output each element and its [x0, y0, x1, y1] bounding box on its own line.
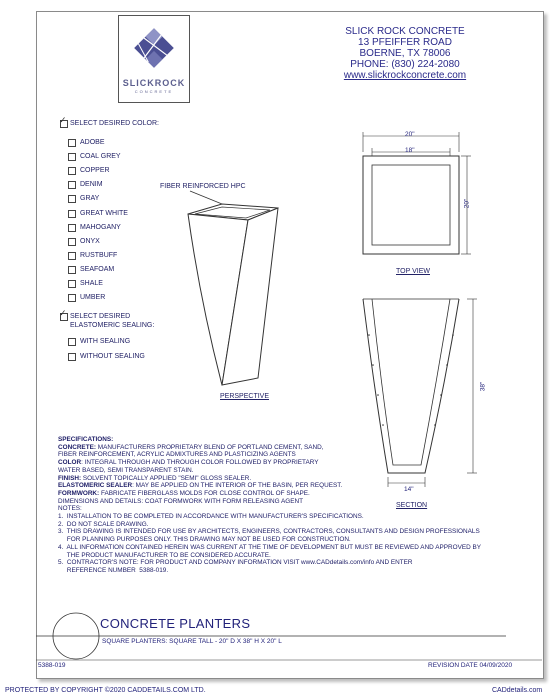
color-value: : INTEGRAL THROUGH AND THROUGH COLOR FOLLOWED BY PROPRIETARY: [81, 459, 319, 467]
formwork-value: FABRICATE FIBERGLASS MOLDS FOR CLOSE CONTROL OF SHAPE.: [99, 489, 310, 497]
color-key: COLOR: [58, 459, 82, 467]
without-sealing-checkbox[interactable]: [68, 353, 76, 361]
color-option-checkbox[interactable]: [68, 139, 76, 147]
reference-number: 5388-019: [38, 662, 66, 669]
sealer-value: : MAY BE APPLIED ON THE INTERIOR OF THE BASIN, PER REQUEST.: [132, 482, 343, 490]
note-line: 5. CONTRACTOR'S NOTE: FOR PRODUCT AND COMPANY INFORMATION VISIT www.CADdetails.com/info AND ENTER: [58, 559, 413, 567]
without-sealing-label: WITHOUT SEALING: [80, 353, 145, 360]
color-option-label: ONYX: [80, 237, 100, 245]
company-address-2: BOERNE, TX 78006: [359, 48, 451, 59]
color-option-label: SHALE: [80, 280, 103, 287]
company-name: SLICK ROCK CONCRETE: [345, 26, 465, 37]
color-option-checkbox[interactable]: [68, 167, 76, 175]
concrete-value-2: FIBER REINFORCEMENT, ACRYLIC ADMIXTURES AND PLASTICIZING AGENTS: [58, 451, 296, 459]
dim-18: 18": [405, 147, 415, 154]
color-option-label: MAHOGANY: [80, 223, 121, 231]
color-option-label: GRAY: [80, 195, 100, 203]
notes-list: [58, 513, 498, 575]
color-option-label: SEAFOAM: [80, 265, 115, 273]
dim-20-side: 20": [463, 198, 471, 209]
copyright-text: PROTECTED BY COPYRIGHT ©2020 CADDETAILS.COM LTD.: [5, 687, 206, 694]
notes-heading: NOTES:: [58, 505, 82, 513]
note-line: 2. DO NOT SCALE DRAWING.: [58, 520, 149, 528]
company-address-1: 13 PFEIFFER ROAD: [358, 37, 452, 48]
color-value-2: WATER BASED, SEMI TRANSPARENT STAIN.: [58, 466, 194, 474]
note-line: 4. ALL INFORMATION CONTAINED HEREIN WAS CURRENT AT THE TIME OF DEVELOPMENT BUT MUST BE REVIEWED AND APPROVED BY: [58, 543, 482, 551]
slickrock-logo: [118, 15, 190, 103]
concrete-value: MANUFACTURERS PROPRIETARY BLEND OF PORTLAND CEMENT, SAND,: [96, 443, 324, 451]
with-sealing-checkbox[interactable]: [68, 338, 76, 346]
dimensions-details: DIMENSIONS AND DETAILS: COAT FORMWORK WITH FORM RELEASING AGENT: [58, 497, 303, 505]
dim-14: 14": [404, 486, 414, 493]
color-option-checkbox[interactable]: [68, 266, 76, 274]
specs-heading: SPECIFICATIONS:: [58, 436, 114, 443]
color-select-label: SELECT DESIRED COLOR:: [70, 120, 159, 127]
logo-name: SLICKROCK: [122, 78, 186, 88]
formwork-key: FORMWORK:: [58, 489, 100, 497]
color-option-label: UMBER: [80, 294, 106, 302]
caddetails-link[interactable]: CADdetails.com: [492, 687, 543, 694]
color-option-checkbox[interactable]: [68, 224, 76, 232]
section-label: SECTION: [396, 502, 428, 509]
color-option-label: DENIM: [80, 181, 103, 189]
color-option-checkbox[interactable]: [68, 252, 76, 260]
finish-key: FINISH:: [58, 474, 82, 482]
color-option-checkbox[interactable]: [68, 195, 76, 203]
company-website: www.slickrockconcrete.com: [343, 70, 467, 81]
color-option-label: ADOBE: [80, 139, 105, 146]
drawing-title: CONCRETE PLANTERS: [100, 616, 251, 631]
perspective-drawing: [160, 180, 300, 400]
color-option-label: GREAT WHITE: [80, 209, 128, 217]
finish-value: SOLVENT TOPICALLY APPLIED "SEMI" GLOSS SEALER.: [81, 474, 252, 482]
perspective-label: PERSPECTIVE: [220, 393, 270, 400]
color-option-checkbox[interactable]: [68, 280, 76, 288]
company-phone: PHONE: (830) 224-2080: [350, 59, 460, 70]
color-option-checkbox[interactable]: [68, 210, 76, 218]
top-view-label: TOP VIEW: [396, 268, 430, 275]
dim-20-top: 20": [405, 131, 415, 138]
color-option-checkbox[interactable]: [68, 153, 76, 161]
checkmark-icon: ✓: [59, 115, 67, 125]
note-line: 1. INSTALLATION TO BE COMPLETED IN ACCORDANCE WITH MANUFACTURER'S SPECIFICATIONS.: [58, 513, 364, 521]
with-sealing-label: WITH SEALING: [80, 338, 131, 345]
color-option-checkbox[interactable]: [68, 238, 76, 246]
note-line: THE PRODUCT MANUFACTURER TO BE CONSIDERED ACCURATE.: [58, 551, 271, 559]
logo-mark-icon: [119, 16, 189, 78]
dim-38: 38": [479, 381, 487, 392]
logo-sub: CONCRETE: [134, 89, 174, 94]
sealer-key: ELASTOMERIC SEALER: [58, 482, 133, 490]
drawing-subtitle: SQUARE PLANTERS: SQUARE TALL - 20" D X 38" H X 20" L: [102, 638, 282, 645]
company-info: [330, 26, 480, 81]
checkmark-icon: ✓: [59, 308, 67, 318]
note-line: 3. THIS DRAWING IS INTENDED FOR USE BY ARCHITECTS, ENGINEERS, CONTRACTORS, CONSULTANTS AND DESIGN PROFESSIONALS: [58, 528, 480, 536]
fiber-label: FIBER REINFORCED HPC: [160, 183, 246, 190]
color-option-checkbox[interactable]: [68, 181, 76, 189]
note-line: REFERENCE NUMBER 5388-019.: [58, 566, 169, 574]
sealer-label-line2: ELASTOMERIC SEALING:: [70, 322, 155, 329]
specifications-block: [58, 436, 498, 575]
note-line: FOR PLANNING PURPOSES ONLY. THIS DRAWING MAY NOT BE USED FOR CONSTRUCTION.: [58, 536, 351, 544]
color-option-label: COAL GREY: [80, 153, 121, 161]
color-option-label: COPPER: [80, 167, 110, 175]
concrete-key: CONCRETE:: [58, 443, 96, 451]
revision-date: REVISION DATE 04/09/2020: [428, 662, 513, 669]
color-option-checkbox[interactable]: [68, 294, 76, 302]
sealer-label-line1: SELECT DESIRED: [70, 313, 131, 320]
color-option-label: RUSTBUFF: [80, 251, 118, 259]
